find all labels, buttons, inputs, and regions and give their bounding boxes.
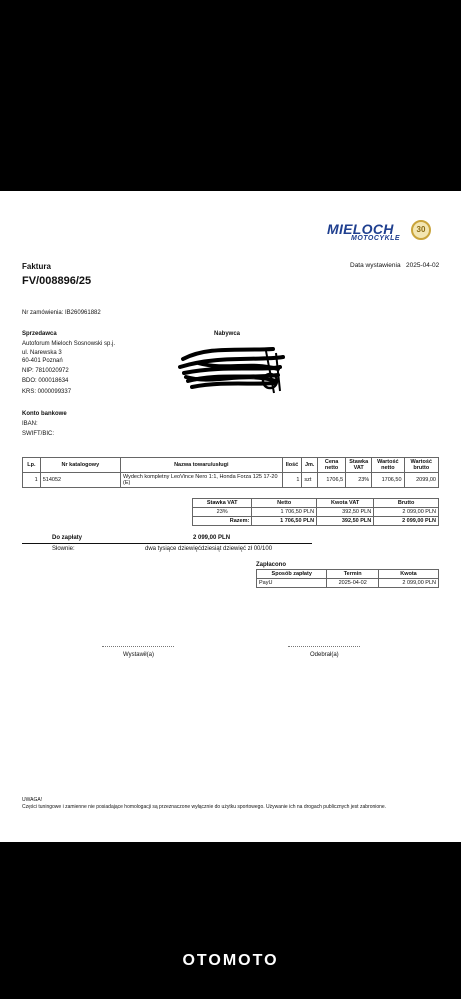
items-header-row	[23, 458, 439, 473]
due-underline	[22, 543, 312, 544]
vat-net: 1 706,50 PLN	[252, 508, 317, 517]
anniversary-badge-icon: 30	[411, 220, 431, 240]
bank-heading: Konto bankowe	[22, 411, 67, 417]
receiver-label: Odebrał(a)	[310, 652, 339, 658]
bank-swift: SWIFT/BIC:	[22, 431, 54, 437]
col-name: Nazwa towaru/usługi	[120, 458, 282, 473]
cell-unit: szt	[302, 473, 318, 488]
doc-title: Faktura	[22, 262, 51, 271]
due-label: Do zapłaty	[52, 535, 83, 541]
due-amount: 2 099,00 PLN	[193, 535, 231, 541]
date-value: 2025-04-02	[406, 262, 440, 269]
col-net-price: Cena netto	[318, 458, 346, 473]
cell-net-price: 1706,5	[318, 473, 346, 488]
total-label: Razem:	[193, 517, 252, 526]
col-vat-rate: Stawka VAT	[346, 458, 372, 473]
vat-total-row	[193, 517, 439, 526]
vat-rate: 23%	[193, 508, 252, 517]
logo-sub: MOTOCYKLE	[351, 235, 401, 242]
notice-heading: UWAGA!	[22, 797, 43, 803]
issuer-label: Wystawił(a)	[123, 652, 154, 658]
total-net: 1 706,50 PLN	[252, 517, 317, 526]
col-qty: Ilość	[282, 458, 302, 473]
cell-catalog: 514052	[40, 473, 120, 488]
receiver-signature-line	[288, 646, 360, 647]
table-row	[23, 473, 439, 488]
mieloch-logo	[327, 221, 437, 243]
pay-col-date: Termin	[327, 570, 378, 579]
issuer-signature-line	[102, 646, 174, 647]
pay-amount: 2 099,00 PLN	[378, 579, 438, 588]
seller-nip: NIP: 7810020972	[22, 368, 69, 374]
pay-col-method: Sposób zapłaty	[257, 570, 327, 579]
cell-vat-rate: 23%	[346, 473, 372, 488]
vat-header-row	[193, 499, 439, 508]
payment-table	[256, 569, 439, 588]
vat-col-rate: Stawka VAT	[193, 499, 252, 508]
notice-text: Części tuningowe i zamienne nie posiadające homologacji są przeznaczone wyłącznie do użytku sportowego. Używanie ich na drogach publicznych jest zabronione.	[22, 804, 387, 810]
logo-brand: MIELOCH	[327, 221, 394, 237]
amount-in-words: dwa tysiące dziewięćdziesiąt dziewięć zł 00/100	[145, 546, 273, 552]
date-label: Data wystawienia	[350, 262, 401, 269]
items-table	[22, 457, 439, 488]
vat-gross: 2 099,00 PLN	[374, 508, 439, 517]
col-unit: Jm.	[302, 458, 318, 473]
vat-col-gross: Brutto	[374, 499, 439, 508]
col-lp: Lp.	[23, 458, 41, 473]
col-gross-value: Wartość brutto	[404, 458, 438, 473]
words-label: Słownie:	[52, 546, 75, 552]
invoice-number: FV/008896/25	[22, 275, 92, 287]
vat-amount: 392,50 PLN	[317, 508, 374, 517]
vat-summary-table	[192, 498, 439, 526]
vat-col-amount: Kwota VAT	[317, 499, 374, 508]
pay-date: 2025-04-02	[327, 579, 378, 588]
redaction-scribble	[178, 341, 288, 397]
cell-lp: 1	[23, 473, 41, 488]
invoice-page	[0, 191, 461, 842]
paid-heading: Zapłacono	[256, 562, 287, 568]
cell-qty: 1	[282, 473, 302, 488]
table-row	[257, 579, 439, 588]
total-vat: 392,50 PLN	[317, 517, 374, 526]
otomoto-watermark: OTOMOTO	[182, 952, 279, 969]
seller-city: 60-401 Poznań	[22, 358, 63, 364]
pay-method: PayU	[257, 579, 327, 588]
cell-net-value: 1706,50	[372, 473, 404, 488]
seller-heading: Sprzedawca	[22, 331, 57, 337]
seller-krs: KRS: 0000099337	[22, 389, 72, 395]
pay-col-amount: Kwota	[378, 570, 438, 579]
seller-street: ul. Narewska 3	[22, 350, 62, 356]
table-row	[193, 508, 439, 517]
col-catalog: Nr katalogowy	[40, 458, 120, 473]
seller-name: Autoforum Mieloch Sosnowski sp.j.	[22, 341, 116, 347]
buyer-heading: Nabywca	[214, 331, 241, 337]
payment-header-row	[257, 570, 439, 579]
seller-bdo: BDO: 000018634	[22, 378, 69, 384]
bank-iban: IBAN:	[22, 421, 38, 427]
cell-gross-value: 2099,00	[404, 473, 438, 488]
order-number: Nr zamówienia: IB260961882	[22, 310, 101, 316]
cell-name: Wydech kompletny LeoVince Nero 1:1, Honda Forza 125 17-20 (E)	[120, 473, 282, 488]
vat-col-net: Netto	[252, 499, 317, 508]
col-net-value: Wartość netto	[372, 458, 404, 473]
total-gross: 2 099,00 PLN	[374, 517, 439, 526]
